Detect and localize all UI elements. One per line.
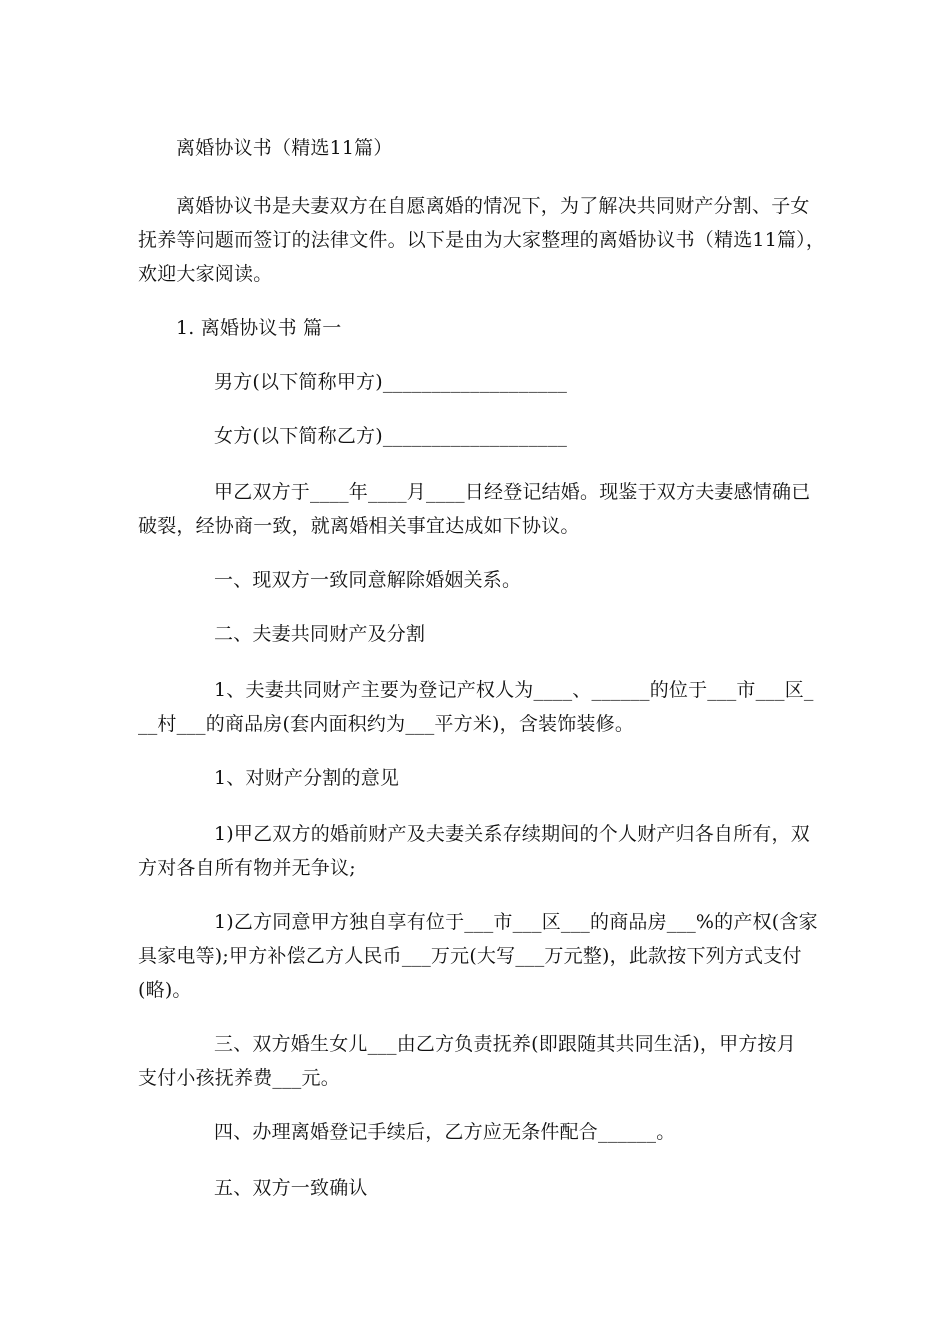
opinion-2-line-2: 具家电等);甲方补偿乙方人民币___万元(大写___万元整)，此款按下列方式支付	[138, 945, 802, 967]
property-line-2: __村___的商品房(套内面积约为___平方米)，含装饰装修。	[138, 713, 635, 735]
opinion-1-line-1: 1)甲乙双方的婚前财产及夫妻关系存续期间的个人财产归各自所有，双	[214, 823, 810, 845]
clause-3-line-1: 三、双方婚生女儿___由乙方负责抚养(即跟随其共同生活)，甲方按月	[214, 1033, 796, 1055]
opinion-2-line-3: (略)。	[138, 979, 192, 1001]
document-title: 离婚协议书（精选11篇）	[176, 137, 393, 159]
clause-3-line-2: 支付小孩抚养费___元。	[138, 1067, 340, 1089]
intro-line-3: 欢迎大家阅读。	[138, 263, 273, 285]
marriage-statement-line-1: 甲乙双方于____年____月____日经登记结婚。现鉴于双方夫妻感情确已	[214, 481, 811, 503]
section-heading: 1. 离婚协议书 篇一	[176, 317, 342, 339]
clause-5: 五、双方一致确认	[214, 1177, 368, 1199]
intro-line-1: 离婚协议书是夫妻双方在自愿离婚的情况下，为了解决共同财产分割、子女	[176, 195, 810, 217]
property-line-1: 1、夫妻共同财产主要为登记产权人为____、______的位于___市___区_	[214, 679, 814, 701]
opinion-heading: 1、对财产分割的意见	[214, 767, 400, 789]
marriage-statement-line-2: 破裂，经协商一致，就离婚相关事宜达成如下协议。	[138, 515, 580, 537]
intro-line-2: 抚养等问题而签订的法律文件。以下是由为大家整理的离婚协议书（精选11篇），	[138, 229, 826, 251]
opinion-1-line-2: 方对各自所有物并无争议;	[138, 857, 356, 879]
clause-2: 二、夫妻共同财产及分割	[214, 623, 426, 645]
opinion-2-line-1: 1)乙方同意甲方独自享有位于___市___区___的商品房___%的产权(含家	[214, 911, 818, 933]
clause-4: 四、办理离婚登记手续后，乙方应无条件配合______。	[214, 1121, 676, 1143]
clause-1: 一、现双方一致同意解除婚姻关系。	[214, 569, 522, 591]
male-party-line: 男方(以下简称甲方)___________________	[214, 371, 568, 393]
female-party-line: 女方(以下简称乙方)___________________	[214, 425, 568, 447]
